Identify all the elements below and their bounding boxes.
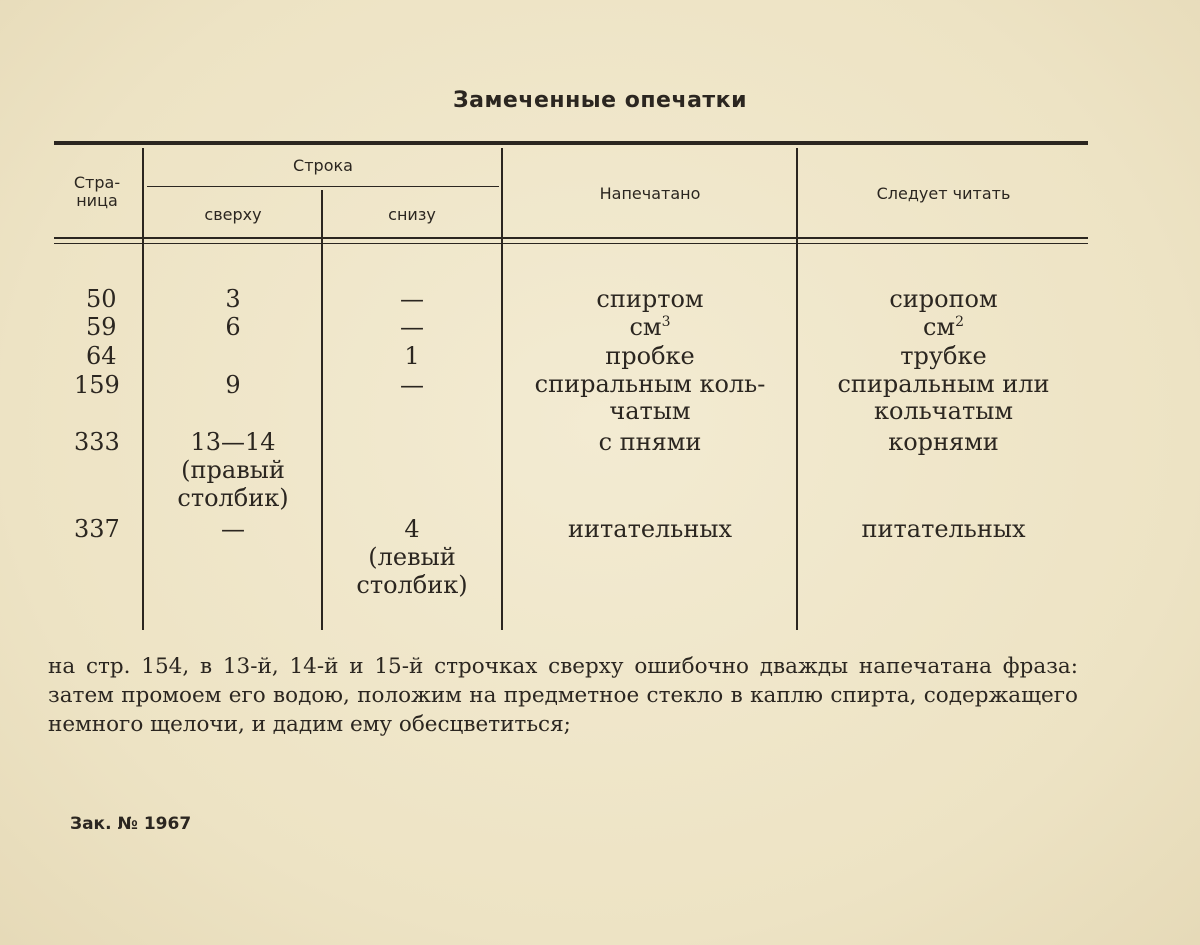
row-4-correct-line-2: кольчатым	[874, 397, 1013, 425]
row-4-correct	[799, 371, 1088, 425]
header-page-line-2: ница	[76, 191, 118, 210]
row-2-correct	[799, 313, 1088, 341]
row-2-page: 59	[86, 313, 117, 341]
row-4-page: 159	[74, 371, 120, 399]
header-bottom-rule-2	[54, 243, 1088, 244]
row-6-correct: питательных	[861, 515, 1026, 543]
row-5-printed: с пнями	[598, 428, 702, 456]
row-5-top	[145, 428, 321, 512]
col-divider-1	[142, 148, 144, 630]
row-4-printed-line-2: чатым	[609, 397, 691, 425]
row-6-bottom	[324, 515, 500, 599]
header-line-top: сверху	[204, 205, 262, 224]
row-5-top-line-2: (правый	[181, 456, 285, 484]
header-line-bottom: снизу	[388, 205, 436, 224]
header-bottom-rule-1	[54, 237, 1088, 239]
col-divider-2	[321, 190, 323, 630]
row-3-printed: пробке	[605, 342, 695, 370]
row-5-page: 333	[74, 428, 120, 456]
line-header-rule	[147, 186, 499, 187]
col-divider-4	[796, 148, 798, 630]
row-1-correct: сиропом	[889, 285, 998, 313]
row-6-top: —	[221, 515, 245, 543]
row-2-bottom: —	[400, 313, 424, 341]
header-page	[54, 174, 140, 210]
row-3-bottom: 1	[404, 342, 420, 370]
row-3-correct: трубке	[900, 342, 987, 370]
row-2-correct-text: см	[922, 313, 956, 341]
row-2-correct-sup: 2	[955, 314, 965, 330]
row-6-bottom-line-3: столбик)	[356, 571, 468, 599]
row-6-page: 337	[74, 515, 120, 543]
row-4-printed	[504, 371, 796, 425]
col-divider-3	[501, 148, 503, 630]
row-6-printed: иитательных	[567, 515, 732, 543]
row-1-top: 3	[225, 285, 241, 313]
row-1-bottom: —	[400, 285, 424, 313]
row-1-page: 50	[86, 285, 117, 313]
header-page-line-1: Стра-	[73, 173, 121, 192]
order-number: Зак. № 1967	[70, 814, 192, 834]
row-3-page: 64	[86, 342, 117, 370]
row-4-bottom: —	[400, 371, 424, 399]
page-title: Замеченные опечатки	[452, 88, 748, 113]
row-6-bottom-line-1: 4	[404, 515, 420, 543]
header-should-read: Следует читать	[876, 184, 1011, 203]
row-1-printed: спиртом	[596, 285, 704, 313]
header-line: Строка	[293, 156, 353, 175]
row-5-top-line-3: столбик)	[177, 484, 289, 512]
row-4-printed-line-1: спиральным коль-	[534, 370, 766, 398]
row-2-printed	[504, 313, 796, 341]
row-2-printed-sup: 3	[661, 314, 671, 330]
errata-note: на стр. 154, в 13-й, 14-й и 15-й строчках сверху ошибочно дважды напечатана фраза: затем промоем его водою, положим на предметное стекло в каплю спирта, содержащего немного щелочи, и дадим ему обесцветиться;	[48, 654, 1078, 737]
row-2-printed-text: см	[629, 313, 662, 341]
row-2-top: 6	[225, 313, 241, 341]
row-4-top: 9	[225, 371, 241, 399]
row-4-correct-line-1: спиральным или	[837, 370, 1050, 398]
row-6-bottom-line-2: (левый	[368, 543, 456, 571]
row-5-correct: корнями	[888, 428, 999, 456]
table-top-rule	[54, 141, 1088, 145]
header-printed: Напечатано	[599, 184, 701, 203]
row-5-top-line-1: 13—14	[190, 428, 276, 456]
